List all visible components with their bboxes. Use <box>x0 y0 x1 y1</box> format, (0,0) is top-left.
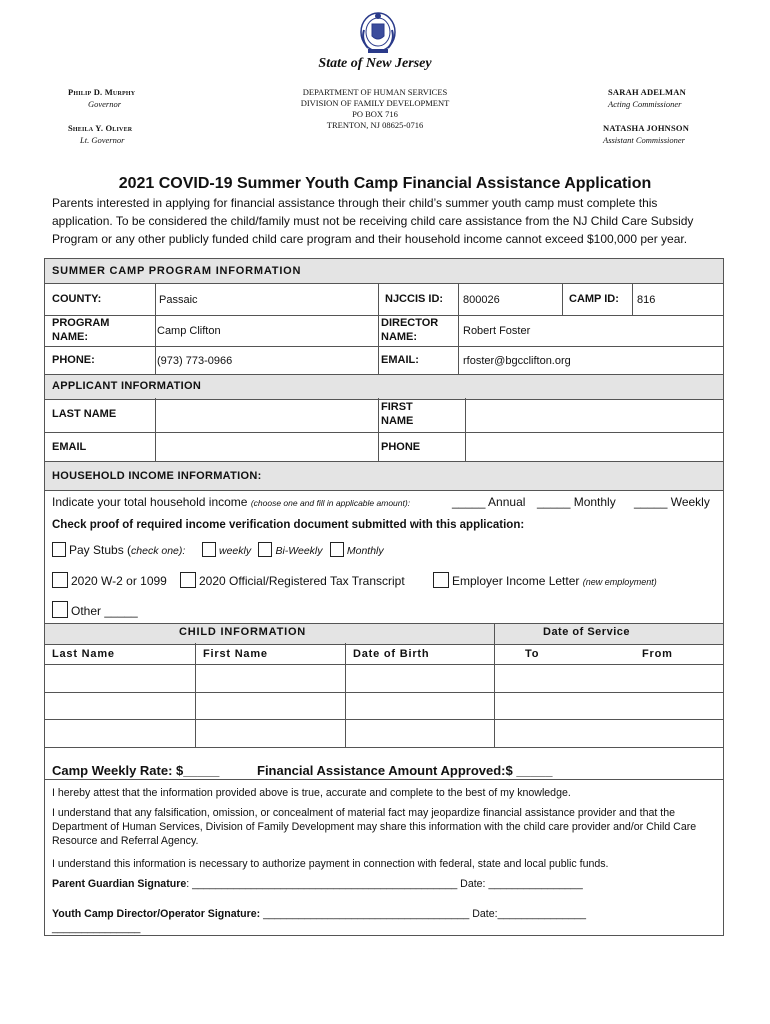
phone-label: PHONE: <box>52 354 95 366</box>
intro-line-3: Program or any other publicly funded child care program and their household income cannot exceed $100,000 per year. <box>52 232 688 246</box>
proof-instructions: Check proof of required income verification document submitted with this application: <box>52 519 525 531</box>
dept-line-3: PO BOX 716 <box>352 109 398 119</box>
monthly-option-label: Monthly <box>346 545 384 557</box>
intro-line-2: application. To be considered the child/family must not be receiving child care assistance from the NJ Child Care Subsidy <box>52 214 694 228</box>
child-row[interactable] <box>45 693 723 719</box>
director-signature-blank: ___________________________________ Date:_______________ <box>260 908 586 920</box>
check-one-note: check one): <box>131 545 186 557</box>
parent-signature-label: Parent Guardian Signature <box>52 878 187 890</box>
tax-transcript-label: 2020 Official/Registered Tax Transcript <box>199 574 405 588</box>
commissioner-name: SARAH ADELMAN <box>608 87 686 97</box>
department-address <box>260 87 490 131</box>
njccis-field[interactable]: 800026 <box>463 294 500 306</box>
state-name: State of New Jersey <box>318 56 432 71</box>
camp-id-label: CAMP ID: <box>569 293 619 305</box>
director-label-line-1: DIRECTOR <box>381 317 439 329</box>
w2-checkbox[interactable] <box>52 572 68 588</box>
signature-tail-line: _______________ <box>52 922 141 934</box>
applicant-email-label: EMAIL <box>52 441 87 453</box>
county-label: COUNTY: <box>52 293 102 305</box>
program-label-line-1: PROGRAM <box>52 317 110 329</box>
other-checkbox[interactable] <box>52 601 68 618</box>
applicant-phone-input[interactable] <box>466 433 722 460</box>
monthly-checkbox[interactable] <box>330 542 344 557</box>
applicant-section-title: APPLICANT INFORMATION <box>52 380 202 392</box>
col-first-name: First Name <box>203 648 268 660</box>
w2-option <box>52 572 167 588</box>
attestation-statement-1: I hereby attest that the information provided above is true, accurate and complete to the best of my knowledge. <box>52 787 571 799</box>
asst-commissioner-title: Assistant Commissioner <box>603 135 685 145</box>
email-field[interactable]: rfoster@bgcclifton.org <box>463 355 571 367</box>
col-last-name: Last Name <box>52 648 115 660</box>
intro-line-1: Parents interested in applying for financial assistance through their child’s summer youth camp must complete this <box>52 196 658 210</box>
program-name-label <box>52 316 109 344</box>
first-name-input[interactable] <box>466 399 722 432</box>
monthly-field[interactable]: _____ Monthly <box>537 495 616 509</box>
njccis-label: NJCCIS ID: <box>385 293 444 305</box>
dept-line-4: TRENTON, NJ 08625-0716 <box>326 120 424 130</box>
application-form <box>44 258 724 936</box>
pay-stubs-label: Pay Stubs ( <box>69 543 132 557</box>
income-section-header <box>45 461 723 491</box>
weekly-checkbox[interactable] <box>202 542 216 557</box>
annual-field[interactable]: _____ Annual <box>452 495 526 509</box>
email-label: EMAIL: <box>381 354 419 366</box>
program-name-field[interactable]: Camp Clifton <box>157 325 221 337</box>
weekly-field[interactable]: _____ Weekly <box>634 495 710 509</box>
phone-field[interactable]: (973) 773-0966 <box>157 355 233 367</box>
employer-letter-checkbox[interactable] <box>433 572 449 588</box>
biweekly-checkbox[interactable] <box>258 542 272 557</box>
applicant-phone-label: PHONE <box>381 441 421 453</box>
first-name-label-line-2: NAME <box>381 415 414 427</box>
biweekly-option-label: Bi-Weekly <box>275 545 323 557</box>
attestation-statement-2: I understand that any falsification, omission, or concealment of material fact may jeopardize financial assistance provider and that the Department of Human Services, Division of Family Development may share this information with the child care provider and/or Child Care Resource and Referral Agency. <box>52 807 697 847</box>
governor-name: Philip D. Murphy <box>68 87 136 97</box>
income-indicate-line <box>52 495 410 509</box>
parent-signature-blank: : _____________________________________________ Date: ________________ <box>186 878 583 890</box>
first-name-label-line-1: FIRST <box>381 401 413 413</box>
last-name-label: LAST NAME <box>52 408 117 420</box>
child-info-title: CHILD INFORMATION <box>179 626 307 638</box>
dept-line-2: DIVISION OF FAMILY DEVELOPMENT <box>300 98 450 108</box>
attestation-statement-3: I understand this information is necessary to authorize payment in connection with federal, state and local public funds. <box>52 858 609 870</box>
child-row[interactable] <box>45 720 723 747</box>
camp-id-field[interactable]: 816 <box>637 294 656 306</box>
director-name-field[interactable]: Robert Foster <box>463 325 531 337</box>
tax-transcript-option <box>180 572 405 588</box>
asst-commissioner-name: NATASHA JOHNSON <box>603 123 690 133</box>
lt-governor-name: Sheila Y. Oliver <box>68 123 133 133</box>
director-label-line-2: NAME: <box>381 331 418 343</box>
county-field[interactable]: Passaic <box>159 294 198 306</box>
col-to: To <box>525 648 540 660</box>
camp-weekly-rate[interactable]: Camp Weekly Rate: $_____ <box>52 763 220 778</box>
child-row[interactable] <box>45 665 723 692</box>
last-name-input[interactable] <box>156 399 379 432</box>
col-date-of-birth: Date of Birth <box>353 648 430 660</box>
indicate-note: (choose one and fill in applicable amount): <box>250 498 411 508</box>
program-label-line-2: NAME: <box>52 331 89 343</box>
other-option <box>52 601 138 618</box>
applicant-email-input[interactable] <box>156 433 379 460</box>
commissioner-title: Acting Commissioner <box>608 99 682 109</box>
col-from: From <box>642 648 673 660</box>
camp-section-header <box>45 259 723 284</box>
intro-text <box>52 194 732 248</box>
employer-letter-label: Employer Income Letter <box>452 574 580 588</box>
income-section-title: HOUSEHOLD INCOME INFORMATION: <box>52 470 262 482</box>
director-name-label <box>381 316 438 344</box>
w2-label: 2020 W-2 or 1099 <box>71 574 167 588</box>
parent-signature-line[interactable] <box>52 877 722 891</box>
form-title: 2021 COVID-19 Summer Youth Camp Financial Assistance Application <box>118 175 652 192</box>
pay-stubs-checkbox[interactable] <box>52 542 66 557</box>
weekly-option-label: weekly <box>219 545 252 557</box>
camp-section-title: SUMMER CAMP PROGRAM INFORMATION <box>52 265 302 277</box>
indicate-text: Indicate your total household income <box>52 495 248 509</box>
governor-title: Governor <box>88 99 122 109</box>
applicant-section-header <box>45 374 723 400</box>
tax-transcript-checkbox[interactable] <box>180 572 196 588</box>
date-of-service-title: Date of Service <box>543 626 630 638</box>
director-signature-label: Youth Camp Director/Operator Signature: <box>52 908 261 920</box>
employer-letter-option <box>433 572 657 588</box>
dept-line-1: DEPARTMENT OF HUMAN SERVICES <box>302 87 448 97</box>
other-label: Other _____ <box>71 604 138 618</box>
pay-stubs-row <box>52 542 384 557</box>
state-seal <box>358 10 398 56</box>
first-name-label <box>381 400 413 428</box>
new-employment-note: (new employment) <box>582 577 657 587</box>
assistance-amount[interactable]: Financial Assistance Amount Approved:$ _____ <box>257 763 553 778</box>
director-signature-line[interactable] <box>52 907 722 921</box>
lt-governor-title: Lt. Governor <box>80 135 125 145</box>
